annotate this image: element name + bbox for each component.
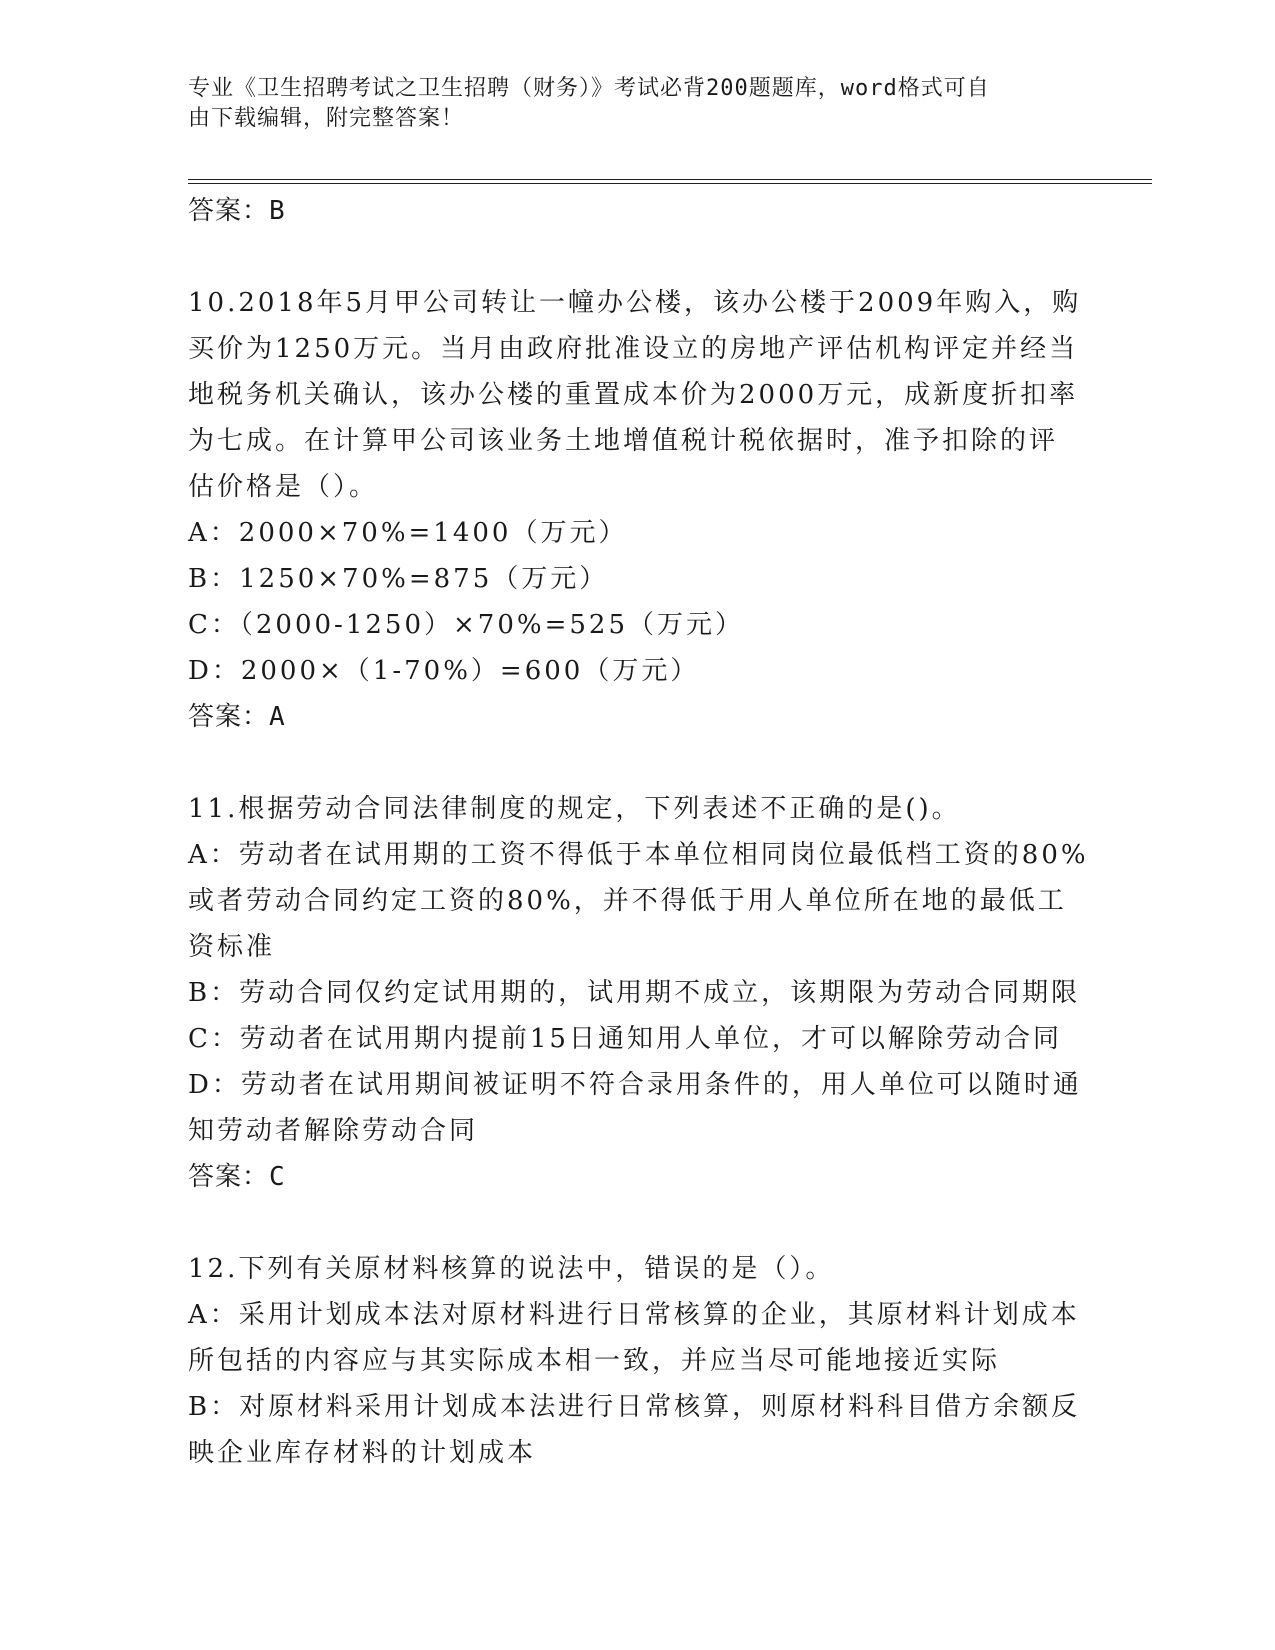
header-divider-top [188,179,1152,180]
answer-previous: 答案：B [188,196,286,226]
option-d: D：2000×（1-70%）=600（万元） [188,656,700,686]
document-header [188,74,1068,134]
question-10 [188,280,1088,740]
question-text-line: 估价格是（）。 [188,472,379,502]
question-text-line: 12.下列有关原材料核算的说法中，错误的是（）。 [188,1254,835,1284]
option-a: A：采用计划成本法对原材料进行日常核算的企业，其原材料计划成本 [188,1300,1080,1330]
option-b: B：1250×70%=875（万元） [188,564,609,594]
document-body [188,188,1088,1476]
answer-11: 答案：C [188,1162,286,1192]
option-d: D：劳动者在试用期间被证明不符合录用条件的，用人单位可以随时通 [188,1070,1082,1100]
option-c: C：（2000-1250）×70%=525（万元） [188,610,745,640]
option-b: B：劳动合同仅约定试用期的，试用期不成立，该期限为劳动合同期限 [188,978,1081,1008]
spacer [188,234,1088,280]
option-d-continued: 知劳动者解除劳动合同 [188,1116,479,1146]
answer-10: 答案：A [188,702,286,732]
question-text-line: 11.根据劳动合同法律制度的规定，下列表述不正确的是()。 [188,794,961,824]
question-text-line: 10.2018年5月甲公司转让一幢办公楼，该办公楼于2009年购入，购 [188,288,1082,318]
spacer [188,1200,1088,1246]
option-a: A：2000×70%=1400（万元） [188,518,628,548]
question-11 [188,786,1088,1200]
header-divider-bottom [188,183,1152,184]
question-text-line: 地税务机关确认，该办公楼的重置成本价为2000万元，成新度折扣率 [188,380,1079,410]
question-12 [188,1246,1088,1476]
header-line-2: 由下载编辑，附完整答案！ [188,106,465,131]
option-a-continued: 资标准 [188,932,276,962]
header-line-1: 专业《卫生招聘考试之卫生招聘（财务）》考试必背200题题库，word格式可自 [188,76,990,101]
option-a-continued: 所包括的内容应与其实际成本相一致，并应当尽可能地接近实际 [188,1346,1001,1376]
option-a: A：劳动者在试用期的工资不得低于本单位相同岗位最低档工资的80% [188,840,1089,870]
option-c: C：劳动者在试用期内提前15日通知用人单位，才可以解除劳动合同 [188,1024,1062,1054]
option-b: B：对原材料采用计划成本法进行日常核算，则原材料科目借方余额反 [188,1392,1081,1422]
option-b-continued: 映企业库存材料的计划成本 [188,1438,537,1468]
question-text-line: 为七成。在计算甲公司该业务土地增值税计税依据时，准予扣除的评 [188,426,1059,456]
option-a-continued: 或者劳动合同约定工资的80%，并不得低于用人单位所在地的最低工 [188,886,1067,916]
spacer [188,740,1088,786]
question-text-line: 买价为1250万元。当月由政府批准设立的房地产评估机构评定并经当 [188,334,1079,364]
